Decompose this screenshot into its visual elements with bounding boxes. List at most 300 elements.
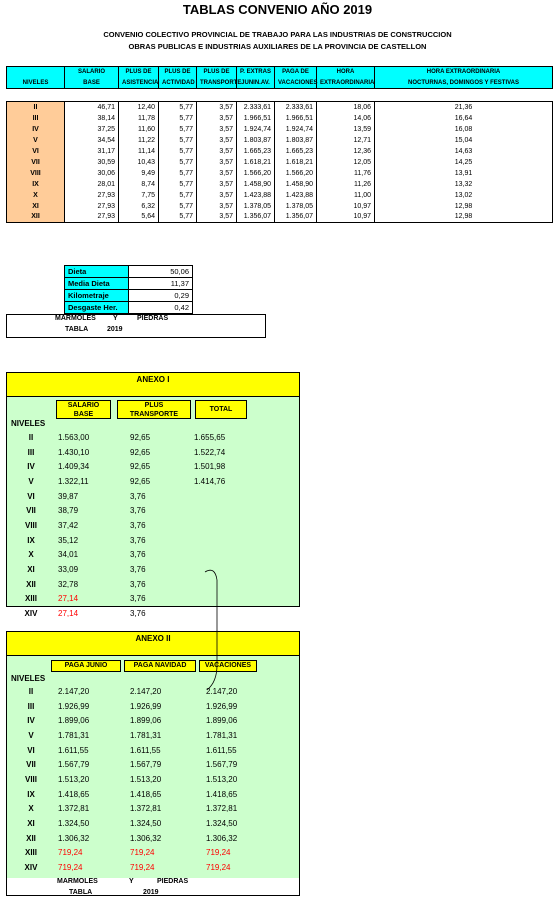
table-row (7, 212, 553, 223)
value-cell: 3,57 (197, 168, 237, 179)
nivel-cell: XIV (24, 609, 38, 619)
value-cell: 1.322,11 (58, 476, 89, 486)
value-cell: 12,71 (317, 135, 375, 146)
header-cell: PLUS DE (159, 67, 197, 78)
nivel-cell: VIII (7, 168, 65, 179)
nivel-cell: VII (7, 157, 65, 168)
nivel-cell: VI (27, 491, 35, 501)
value-cell: 5,77 (159, 146, 197, 157)
value-cell: 1.566,20 (237, 168, 275, 179)
value-cell: 13,59 (317, 124, 375, 135)
value-cell: 13,02 (375, 190, 553, 201)
value-cell: 1.567,79 (206, 760, 238, 770)
nivel-cell: IX (7, 179, 65, 190)
value-cell: 3,57 (197, 157, 237, 168)
table-row (7, 124, 553, 135)
value-cell: 3,57 (197, 201, 237, 212)
value-cell: 1.458,90 (275, 179, 317, 190)
value-cell: 719,24 (206, 848, 231, 858)
value-cell: 3,57 (197, 212, 237, 223)
table-row (7, 831, 267, 846)
value-cell (191, 533, 267, 548)
table-row (7, 757, 267, 772)
piedras-word: PIEDRAS (137, 315, 169, 322)
nivel-cell: X (7, 190, 65, 201)
value-cell: 28,01 (65, 179, 119, 190)
table-row (7, 699, 267, 714)
value-cell: 1.356,07 (275, 212, 317, 223)
header-cell: BASE (65, 78, 119, 89)
dieta-value: 0,29 (129, 290, 193, 302)
value-cell: 46,71 (65, 102, 119, 113)
anexo-1-niveles-label: NIVELES (11, 419, 46, 428)
value-cell: 5,77 (159, 212, 197, 223)
value-cell: 27,93 (65, 212, 119, 223)
table-row (7, 728, 267, 743)
value-cell: 3,76 (130, 594, 146, 604)
value-cell: 2.147,20 (58, 686, 90, 696)
value-cell: 5,77 (159, 135, 197, 146)
nivel-cell: XI (7, 201, 65, 212)
value-cell: 27,93 (65, 190, 119, 201)
anexo-2-niveles-label: NIVELES (11, 674, 46, 683)
value-cell: 2.333,61 (275, 102, 317, 113)
value-cell: 92,65 (130, 462, 151, 472)
nivel-cell: II (28, 432, 34, 442)
anexo-2-header-vacaciones: VACACIONES (199, 660, 257, 672)
value-cell: 1.409,34 (58, 462, 90, 472)
value-cell: 11,26 (317, 179, 375, 190)
table-row (7, 503, 267, 518)
value-cell: 1.899,06 (130, 716, 162, 726)
value-cell: 1.418,65 (130, 789, 162, 799)
table-row (7, 606, 267, 621)
salary-table-header-row (7, 67, 553, 78)
tabla-word: TABLA (69, 889, 93, 896)
anexo-2-footer (7, 878, 299, 895)
year-label: 2019 (143, 889, 159, 896)
header-cell: PAGA DE (275, 67, 317, 78)
table-row (7, 846, 267, 861)
table-row (7, 772, 267, 787)
header-cell: ACTIVIDAD (159, 78, 197, 89)
dieta-label: Desgaste Her. (65, 302, 129, 314)
value-cell: 1.899,06 (206, 716, 238, 726)
value-cell: 1.378,05 (275, 201, 317, 212)
value-cell: 34,01 (58, 550, 79, 560)
nivel-cell: XI (27, 565, 35, 575)
value-cell: 5,77 (159, 113, 197, 124)
value-cell: 719,24 (206, 863, 231, 873)
value-cell: 27,14 (58, 594, 79, 604)
value-cell: 3,76 (130, 535, 146, 545)
value-cell: 1.566,20 (275, 168, 317, 179)
anexo-2-header-navidad: PAGA NAVIDAD (124, 660, 196, 672)
value-cell: 11,00 (317, 190, 375, 201)
header-cell (7, 67, 65, 78)
anexo-1-header-plus (117, 400, 191, 419)
value-cell: 39,87 (58, 491, 79, 501)
page-title: TABLAS CONVENIO AÑO 2019 (182, 2, 373, 17)
value-cell: 3,76 (130, 565, 146, 575)
value-cell: 1.567,79 (130, 760, 162, 770)
nivel-cell: IX (27, 789, 35, 799)
nivel-cell: XII (26, 579, 36, 589)
value-cell: 719,24 (130, 848, 155, 858)
piedras-word: PIEDRAS (157, 878, 189, 885)
nivel-cell: II (7, 102, 65, 113)
table-row (7, 102, 553, 113)
header-cell: TRANSPORTE (197, 78, 237, 89)
nivel-cell: IV (27, 462, 35, 472)
value-cell: 1.522,74 (194, 447, 226, 457)
salary-table-header-row (7, 78, 553, 89)
nivel-cell: XIV (24, 863, 38, 873)
anexo-1-title: ANEXO I (7, 373, 299, 397)
value-cell: 1.423,88 (275, 190, 317, 201)
value-cell: 1.899,06 (58, 716, 90, 726)
table-row (7, 562, 267, 577)
nivel-cell: V (28, 730, 34, 740)
header-line: SALARIO (67, 402, 100, 409)
table-row (7, 157, 553, 168)
value-cell: 3,76 (130, 579, 146, 589)
value-cell: 1.513,20 (130, 774, 162, 784)
value-cell: 1.324,50 (206, 819, 238, 829)
value-cell: 3,76 (130, 520, 146, 530)
value-cell: 16,08 (375, 124, 553, 135)
value-cell: 3,76 (130, 609, 146, 619)
value-cell (191, 518, 267, 533)
anexo-1-header-salario (56, 400, 111, 419)
value-cell: 3,57 (197, 146, 237, 157)
value-cell: 5,77 (159, 179, 197, 190)
value-cell: 1.458,90 (237, 179, 275, 190)
value-cell: 92,65 (130, 447, 151, 457)
value-cell: 12,98 (375, 201, 553, 212)
y-word: Y (129, 878, 134, 885)
value-cell: 1.563,00 (58, 432, 90, 442)
dieta-label: Media Dieta (65, 278, 129, 290)
value-cell: 13,32 (375, 179, 553, 190)
y-word: Y (113, 315, 118, 322)
header-cell: HORA EXTRAORDINARIA (375, 67, 553, 78)
header-line: BASE (73, 411, 94, 418)
value-cell: 5,77 (159, 124, 197, 135)
dieta-row (65, 278, 193, 290)
value-cell: 1.665,23 (237, 146, 275, 157)
nivel-cell: XII (7, 212, 65, 223)
value-cell: 6,32 (119, 201, 159, 212)
connector-line (195, 560, 225, 700)
dieta-value: 11,37 (129, 278, 193, 290)
value-cell: 3,57 (197, 102, 237, 113)
value-cell: 8,74 (119, 179, 159, 190)
value-cell: 3,57 (197, 135, 237, 146)
anexo-1-body (7, 397, 299, 619)
value-cell: 5,77 (159, 102, 197, 113)
tabla-word: TABLA (65, 326, 89, 333)
value-cell: 1.324,50 (130, 819, 162, 829)
nivel-cell: XIII (24, 594, 37, 604)
dieta-value: 50,06 (129, 266, 193, 278)
value-cell: 1.611,55 (58, 745, 89, 755)
value-cell: 1.966,51 (275, 113, 317, 124)
subtitle-line-1: CONVENIO COLECTIVO PROVINCIAL DE TRABAJO PARA LAS INDUSTRIAS DE CONSTRUCCION (103, 30, 452, 39)
table-row (7, 113, 553, 124)
value-cell: 1.803,87 (275, 135, 317, 146)
connector-path (205, 570, 217, 690)
value-cell: 18,06 (317, 102, 375, 113)
header-cell: HORA (317, 67, 375, 78)
value-cell: 11,78 (119, 113, 159, 124)
nivel-cell: IV (27, 716, 35, 726)
subtitle-line-2: OBRAS PUBLICAS E INDUSTRIAS AUXILIARES DE LA PROVINCIA DE CASTELLON (128, 42, 427, 51)
value-cell: 35,12 (58, 535, 79, 545)
nivel-cell: XII (26, 833, 36, 843)
value-cell: 2.147,20 (206, 686, 238, 696)
dieta-value: 0,42 (129, 302, 193, 314)
table-row (7, 430, 267, 445)
value-cell: 1.926,99 (130, 701, 162, 711)
value-cell: 11,60 (119, 124, 159, 135)
header-cell: SALARIO (65, 67, 119, 78)
nivel-cell: X (28, 804, 34, 814)
table-row (7, 518, 267, 533)
value-cell: 1.611,55 (206, 745, 237, 755)
value-cell: 10,43 (119, 157, 159, 168)
value-cell: 1.567,79 (58, 760, 90, 770)
salary-table (6, 66, 553, 223)
value-cell: 3,76 (130, 491, 146, 501)
value-cell: 21,36 (375, 102, 553, 113)
value-cell: 3,57 (197, 179, 237, 190)
value-cell: 15,04 (375, 135, 553, 146)
table-row (7, 201, 553, 212)
value-cell: 14,63 (375, 146, 553, 157)
value-cell: 1.324,50 (58, 819, 90, 829)
marmoles-box (6, 314, 266, 338)
value-cell: 1.924,74 (237, 124, 275, 135)
value-cell: 1.356,07 (237, 212, 275, 223)
header-cell: VACACIONES (275, 78, 317, 89)
table-row (7, 135, 553, 146)
value-cell: 12,98 (375, 212, 553, 223)
table-row (7, 190, 553, 201)
dieta-label: Dieta (65, 266, 129, 278)
value-cell: 31,17 (65, 146, 119, 157)
table-row (7, 816, 267, 831)
value-cell: 719,24 (58, 848, 83, 858)
table-row (7, 577, 267, 592)
table-row (7, 802, 267, 817)
value-cell: 1.781,31 (58, 730, 90, 740)
value-cell: 1.924,74 (275, 124, 317, 135)
value-cell: 12,05 (317, 157, 375, 168)
nivel-cell: V (28, 476, 34, 486)
table-row (7, 684, 267, 699)
table-row (7, 459, 267, 474)
value-cell: 1.513,20 (206, 774, 238, 784)
value-cell: 37,42 (58, 520, 79, 530)
value-cell: 38,14 (65, 113, 119, 124)
value-cell: 1.306,32 (58, 833, 90, 843)
nivel-cell: IV (7, 124, 65, 135)
value-cell: 13,91 (375, 168, 553, 179)
value-cell: 9,49 (119, 168, 159, 179)
value-cell: 5,77 (159, 201, 197, 212)
header-cell: P. EXTRAS (237, 67, 275, 78)
value-cell: 12,36 (317, 146, 375, 157)
value-cell: 2.333,61 (237, 102, 275, 113)
value-cell: 11,76 (317, 168, 375, 179)
value-cell: 1.372,81 (58, 804, 90, 814)
anexo-1 (6, 372, 300, 619)
table-row (7, 787, 267, 802)
value-cell: 5,64 (119, 212, 159, 223)
value-cell: 1.966,51 (237, 113, 275, 124)
value-cell: 5,77 (159, 157, 197, 168)
anexo-2 (6, 631, 300, 896)
value-cell: 1.611,55 (130, 745, 161, 755)
table-row (7, 445, 267, 460)
nivel-cell: V (7, 135, 65, 146)
dieta-label: Kilometraje (65, 290, 129, 302)
value-cell: 37,25 (65, 124, 119, 135)
value-cell: 14,25 (375, 157, 553, 168)
value-cell: 1.926,99 (206, 701, 238, 711)
table-row (7, 592, 267, 607)
table-row (7, 713, 267, 728)
value-cell: 92,65 (130, 432, 151, 442)
nivel-cell: VI (27, 745, 35, 755)
table-row (7, 860, 267, 875)
nivel-cell: XI (27, 819, 35, 829)
value-cell: 1.423,88 (237, 190, 275, 201)
header-cell: ASISTENCIA (119, 78, 159, 89)
table-row (7, 168, 553, 179)
anexo-1-header-total: TOTAL (195, 400, 247, 419)
value-cell: 3,57 (197, 113, 237, 124)
header-cell: JUNIN.AV. (237, 78, 275, 89)
value-cell: 10,97 (317, 212, 375, 223)
value-cell: 5,77 (159, 168, 197, 179)
header-cell: PLUS DE (197, 67, 237, 78)
dieta-row (65, 266, 193, 278)
value-cell: 30,59 (65, 157, 119, 168)
header-line: TRANSPORTE (129, 411, 179, 418)
value-cell: 16,64 (375, 113, 553, 124)
value-cell: 1.372,81 (206, 804, 238, 814)
value-cell: 32,78 (58, 579, 79, 589)
nivel-cell: IX (27, 535, 35, 545)
anexo-2-body (7, 656, 299, 878)
value-cell: 10,97 (317, 201, 375, 212)
value-cell: 1.655,65 (194, 432, 226, 442)
value-cell: 12,40 (119, 102, 159, 113)
value-cell: 1.306,32 (130, 833, 162, 843)
nivel-cell: VII (26, 760, 36, 770)
value-cell: 92,65 (130, 476, 151, 486)
value-cell: 34,54 (65, 135, 119, 146)
value-cell: 27,93 (65, 201, 119, 212)
anexo-1-table (7, 430, 267, 621)
value-cell: 30,06 (65, 168, 119, 179)
value-cell: 1.418,65 (58, 789, 90, 799)
nivel-cell: VIII (24, 520, 37, 530)
value-cell: 1.781,31 (130, 730, 162, 740)
nivel-cell: III (27, 447, 35, 457)
header-line: PLUS (144, 402, 164, 409)
nivel-cell: XIII (24, 848, 37, 858)
value-cell: 1.378,05 (237, 201, 275, 212)
value-cell: 27,14 (58, 609, 79, 619)
marmoles-word: MARMOLES (55, 315, 96, 322)
value-cell: 1.665,23 (275, 146, 317, 157)
dieta-row (65, 302, 193, 314)
value-cell: 14,06 (317, 113, 375, 124)
value-cell: 1.501,98 (194, 462, 226, 472)
nivel-cell: III (27, 701, 35, 711)
value-cell: 5,77 (159, 190, 197, 201)
anexo-2-table (7, 684, 267, 875)
value-cell: 7,75 (119, 190, 159, 201)
nivel-cell: VI (7, 146, 65, 157)
value-cell: 1.781,31 (206, 730, 238, 740)
nivel-cell: III (7, 113, 65, 124)
value-cell: 3,57 (197, 190, 237, 201)
value-cell: 3,57 (197, 124, 237, 135)
value-cell: 1.926,99 (58, 701, 90, 711)
table-row (7, 533, 267, 548)
value-cell: 11,14 (119, 146, 159, 157)
spacer-cell (7, 89, 553, 102)
value-cell: 1.418,65 (206, 789, 238, 799)
table-row (7, 474, 267, 489)
header-cell: NOCTURNAS, DOMINGOS Y FESTIVAS (375, 78, 553, 89)
value-cell: 1.372,81 (130, 804, 162, 814)
value-cell: 1.414,76 (194, 476, 226, 486)
anexo-2-title: ANEXO II (7, 632, 299, 656)
value-cell: 1.306,32 (206, 833, 238, 843)
value-cell: 1.803,87 (237, 135, 275, 146)
nivel-cell: VIII (24, 774, 37, 784)
nivel-cell: VII (26, 506, 36, 516)
dieta-row (65, 290, 193, 302)
spacer-row (7, 89, 553, 102)
value-cell: 33,09 (58, 565, 79, 575)
nivel-cell: II (28, 686, 34, 696)
value-cell: 719,24 (58, 863, 83, 873)
marmoles-word: MARMOLES (57, 878, 98, 885)
value-cell: 3,76 (130, 550, 146, 560)
value-cell: 11,22 (119, 135, 159, 146)
table-row (7, 548, 267, 563)
value-cell: 1.618,21 (237, 157, 275, 168)
value-cell: 2.147,20 (130, 686, 162, 696)
value-cell: 1.513,20 (58, 774, 90, 784)
value-cell: 1.618,21 (275, 157, 317, 168)
value-cell (191, 489, 267, 504)
value-cell: 38,79 (58, 506, 79, 516)
table-row (7, 146, 553, 157)
value-cell: 3,76 (130, 506, 146, 516)
header-cell: NIVELES (7, 78, 65, 89)
anexo-2-header-junio: PAGA JUNIO (51, 660, 121, 672)
table-row (7, 489, 267, 504)
value-cell: 719,24 (130, 863, 155, 873)
nivel-cell: X (28, 550, 34, 560)
